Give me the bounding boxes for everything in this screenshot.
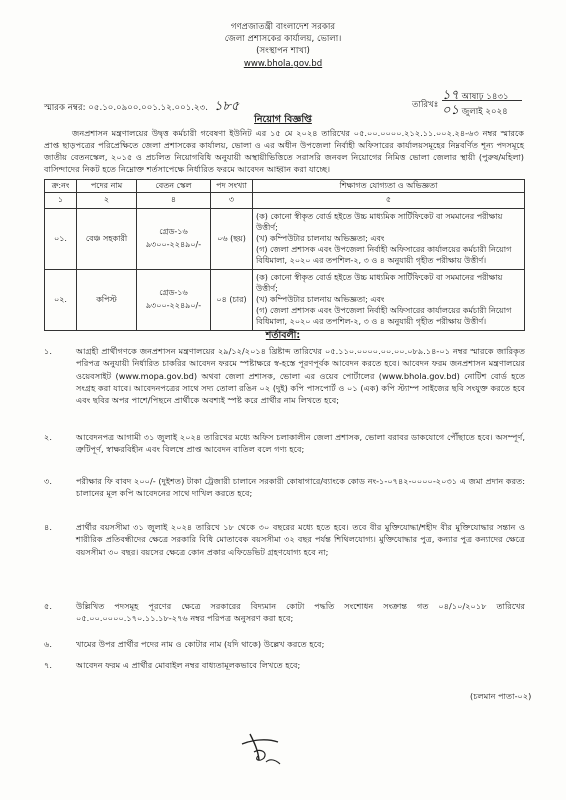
date-english-month: জুলাই ২০২৪ [461,107,508,117]
condition-text: পরীক্ষার ফি বাবদ ২০০/- (দুইশত) টাকা ট্রেজারী চালানে সরকারী কোষাগারে/ব্যাংকে কোড নং-১-০৭৪২-০০০০-২০৩১ এ জমা প্রদান করত: চালানের মূল কপি আবেদনের সাথে দাখিল করতে হবে; [76,476,525,499]
row-pay: ৯৩০০-২২৪৯০/- [145,301,202,310]
date-bangla-month: আষাঢ় ১৪৩১ [461,92,509,102]
row-count: ০৪ (চার) [211,270,253,331]
memo-handwritten-number: ১৮৫ [213,99,240,114]
notice-title: নিয়োগ বিজ্ঞপ্তি [254,114,312,125]
row-post: বেঞ্চ সহকারী [77,209,137,270]
table-index-row [45,193,525,209]
row-grade: গ্রেড-১৬ [159,227,188,236]
header-government: গণপ্রজাতন্ত্রী বাংলাদেশ সরকার [230,22,336,32]
row-pay: ৯৩০০-২২৪৯০/- [145,240,202,249]
date-bangla-day: ১৭ [442,88,459,103]
condition-text: উল্লিখিত পদসমূহ পূরণের ক্ষেত্রে সরকারের বিদ্যমান কোটা পদ্ধতি সংশোধন সংক্রান্ত গত ০৪/১০/২০১৮ তারিখের ০৫.০০.০০০০.১৭০.১১.১৮-২৭৬ নম্বর পরিপত্র অনুসরণ করা হবে; [76,601,525,624]
condition-item [44,600,525,625]
qualification-a: (ক) কোনো স্বীকৃত বোর্ড হইতে উচ্চ মাধ্যমিক সার্টিফিকেট বা সমমানের পরীক্ষায় উত্তীর্ণ; [256,212,503,232]
header-section: (সংস্থাপন শাখা) [256,46,310,56]
qualification-b: (খ) কম্পিউটার চালনায় অভিজ্ঞতা; এবং [256,295,385,304]
vacancy-table [44,179,525,331]
condition-text: আবেদন ফরম এ প্রার্থীর মোবাইল নম্বর বাধ্যতামূলকভাবে লিখতে হবে; [76,660,301,670]
condition-number: ২. [44,432,52,442]
qualification-a: (ক) কোনো স্বীকৃত বোর্ড হইতে উচ্চ মাধ্যমিক সার্টিফিকেট বা সমমানের পরীক্ষায় উত্তীর্ণ; [256,273,503,293]
memo-label: স্মারক নম্বর: ০৫.১০.০৯০০.০০১.১২.০০১.২৩. [44,103,208,113]
condition-item [44,345,525,406]
condition-number: ৬. [44,639,52,649]
header-pay-scale: বেতন স্কেল [137,180,211,193]
condition-item [44,521,525,558]
condition-text: খামের উপর প্রার্থীর পদের নাম ও কোটার নাম (যদি থাকে) উল্লেখ করতে হবে; [76,639,325,649]
table-row [45,209,525,270]
intro-paragraph: জনপ্রশাসন মন্ত্রণালয়ের উদ্বৃত্ত কর্মচারী গবেষণা ইউনিট এর ১৫ মে ২০২৪ তারিখের ০৫.০০.০০০০.২১২.১১.০০২.২৪-৬৩ নম্বর স্মারকে প্রাপ্ত ছাড়পত্রের পরিপ্রেক্ষিতে জেলা প্রশাসকের কার্যালয়, ভোলা ও এর অধীন উপজেলা নির্বাহী অফিসারের কার্যালয়সমূহের নিম্নবর্ণিত শূন্য পদসমূহে জাতীয় বেতনস্কেল, ২০১৫ ও প্রচলিত নিয়োগবিধি অনুযায়ী অস্থায়ীভিত্তিতে সরাসরি জনবল নিয়োগের নিমিত্ত ভোলা জেলার স্থায়ী (পুরুষ/মহিলা) বাসিন্দাদের নিকট হতে নিম্নোক্ত শর্তসাপেক্ষে নির্ধারিত ফরমে আবেদন আহ্বান করা যাচ্ছে। [44,128,524,174]
row-count: ০৬ (ছয়) [211,209,253,270]
header-post-count: পদ সংখ্যা [211,180,253,193]
condition-item [44,475,525,500]
qualification-b: (খ) কম্পিউটার চালনায় অভিজ্ঞতা; এবং [256,234,385,243]
header-website [0,59,566,70]
condition-text: আবেদনপত্র আগামী ৩১ জুলাই ২০২৪ তারিখের মধ্যে অফিস চলাকালীন জেলা প্রশাসক, ভোলা বরাবর ডাকযোগে পৌঁছাতে হবে। অসম্পূর্ণ, ত্রুটিপূর্ণ, স্বাক্ষরবিহীন এবং বিলম্বে প্রাপ্ত আবেদন বাতিল বলে গণ্য হবে; [76,432,525,455]
condition-item [44,638,525,650]
row-grade: গ্রেড-১৬ [159,288,188,297]
row-serial: ০২. [45,270,77,331]
condition-text: প্রার্থীর বয়সসীমা ৩১ জুলাই ২০২৪ তারিখে ১৮ থেকে ৩০ বছরের মধ্যে হতে হবে। তবে বীর মুক্তিযোদ্ধা/শহীদ বীর মুক্তিযোদ্ধার সন্তান ও শারীরিক প্রতিবন্ধীদের ক্ষেত্রে সরকারি বিধি মোতাবেক বয়সসীমা ৩২ বছর পর্যন্ত শিথিলযোগ্য। মুক্তিযোদ্ধার পুত্র, কন্যার পুত্র কন্যাদের ক্ষেত্রে বয়সসীমা ৩০ বছর। বয়সের ক্ষেত্রে কোন প্রকার এফিডেভিট গ্রহণযোগ্য হবে না; [76,522,525,557]
condition-number: ৭. [44,660,52,670]
table-row [45,270,525,331]
header-serial: ক্র:নং [45,180,77,193]
condition-number: ৩. [44,476,52,486]
index-cell: ৪ [137,193,211,209]
condition-item [44,431,525,456]
condition-item [44,659,525,671]
qualification-c: (গ) জেলা প্রশাসক এবং উপজেলা নির্বাহী অফিসারের কার্যালয়ের কর্মচারী নিয়োগ বিধিমালা, ২০২০ এর তপশিল-২, ৩ ও ৪ অনুযায়ী গৃহীত পরীক্ষায় উত্তীর্ণ। [256,245,512,265]
row-serial: ০১. [45,209,77,270]
header-qualification: শিক্ষাগত যোগ্যতা ও অভিজ্ঞতা [253,180,525,193]
date-label: তারিখঃ [412,100,439,110]
header-post: পদের নাম [77,180,137,193]
continued-page-note: (চলমান পাতা-০২) [470,691,532,701]
header-office: জেলা প্রশাসকের কার্যালয়, ভোলা। [224,34,342,44]
condition-number: ১. [44,346,52,356]
index-cell: ১ [45,193,77,209]
row-qualification [253,270,525,331]
row-qualification [253,209,525,270]
index-cell: ৫ [253,193,525,209]
condition-text: আগ্রহী প্রার্থীগণকে জনপ্রশাসন মন্ত্রণালয়ের ২৯/১২/২০১৪ খ্রিষ্টাব্দ তারিখের ০৫.১১০.০০০০.০০.০০.০৮৯.১৪-০১ নম্বর স্মারকে জারিকৃত পরিপত্র অনুযায়ী নির্ধারিত চাকরির আবেদন ফরমে স্পষ্টাক্ষরে স্ব-হস্তে পূরণপূর্বক আবেদন করতে হবে। আবেদন ফরম জনপ্রশাসন মন্ত্রণালয়ের ওয়েবসাইট (www.mopa.gov.bd) অথবা জেলা প্রশাসক, ভোলা এর ওয়েব পোর্টালের (www.bhola.gov.bd) নোটিশ বোর্ড হতে সংগ্রহ করা যাবে। আবেদনপত্রের সাথে সদ্য তোলা রঙিন ০২ (দুই) কপি পাসপোর্ট ও ০১ (এক) কপি স্ট্যাম্প সাইজের ছবি সংযুক্ত করতে হবে এবং ছবির অপর পাশে/পিছনে প্রার্থীকে অবশ্যই স্পষ্ট করে প্রার্থীর নাম লিখতে হবে; [76,346,525,406]
table-header-row [45,180,525,193]
qualification-c: (গ) জেলা প্রশাসক এবং উপজেলা নির্বাহী অফিসারের কার্যালয়ের কর্মচারী নিয়োগ বিধিমালা, ২০২০ এর তপশিল-২, ৩ ও ৪ অনুযায়ী গৃহীত পরীক্ষায় উত্তীর্ণ। [256,306,512,326]
row-post: কপিস্ট [77,270,137,331]
condition-number: ৪. [44,522,52,532]
row-pay-scale [137,209,211,270]
condition-number: ৫. [44,601,52,611]
signature-mark [228,722,288,772]
index-cell: ৩ [211,193,253,209]
date-english-day: ০১ [442,103,459,118]
index-cell: ২ [77,193,137,209]
conditions-title: শর্তাবলী: [265,330,301,341]
row-pay-scale [137,270,211,331]
website-link[interactable]: www.bhola.gov.bd [243,59,323,69]
